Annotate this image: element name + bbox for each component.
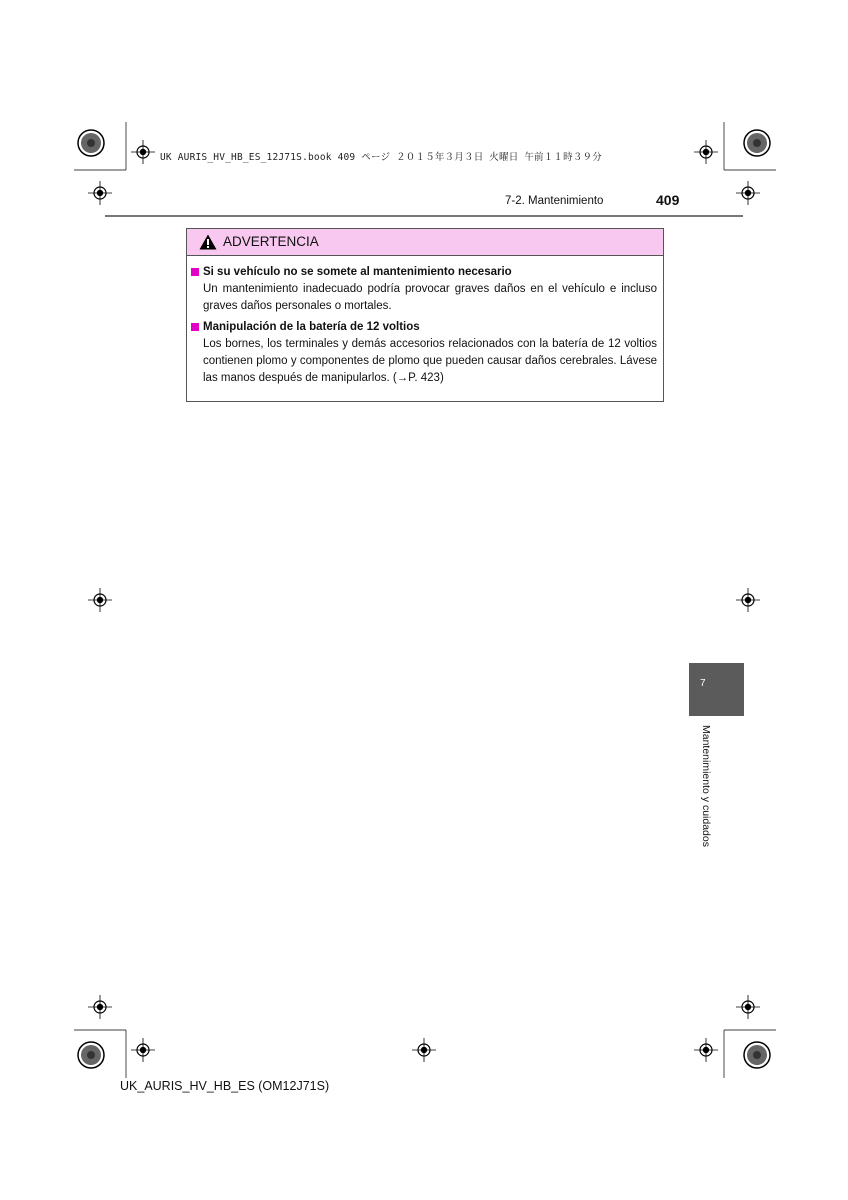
chapter-number: 7 [700,678,706,689]
warning-item [191,321,657,387]
section-title: 7-2. Mantenimiento [505,195,604,207]
warning-item [191,266,657,315]
warning-triangle-icon [199,234,217,250]
chapter-tab-label: Mantenimiento y cuidados [700,725,712,847]
bullet-square-icon [191,268,199,276]
header-rule [105,215,743,217]
footer-code: UK_AURIS_HV_HB_ES (OM12J71S) [120,1079,330,1093]
warning-item-body: Un mantenimiento inadecuado podría provocar graves daños en el vehículo e incluso graves daños personales o mortales. [203,283,657,312]
warning-item-body: Los bornes, los terminales y demás accesorios relacionados con la batería de 12 voltios contienen plomo y componentes de plomo que pueden causar daños cerebrales. Lávese las manos después de manipularlos. (→P. 423) [203,338,657,384]
warning-item-title: Manipulación de la batería de 12 voltios [191,321,657,333]
chapter-tab [689,663,744,716]
warning-box [186,228,664,402]
warning-heading: ADVERTENCIA [223,234,319,249]
bullet-square-icon [191,323,199,331]
warning-header [187,229,663,256]
page-number: 409 [656,192,680,208]
warning-item-title: Si su vehículo no se somete al mantenimiento necesario [191,266,657,278]
print-info: UK AURIS_HV_HB_ES_12J71S.book 409 ページ ２０１５年３月３日 火曜日 午前１１時３９分 [160,152,602,163]
